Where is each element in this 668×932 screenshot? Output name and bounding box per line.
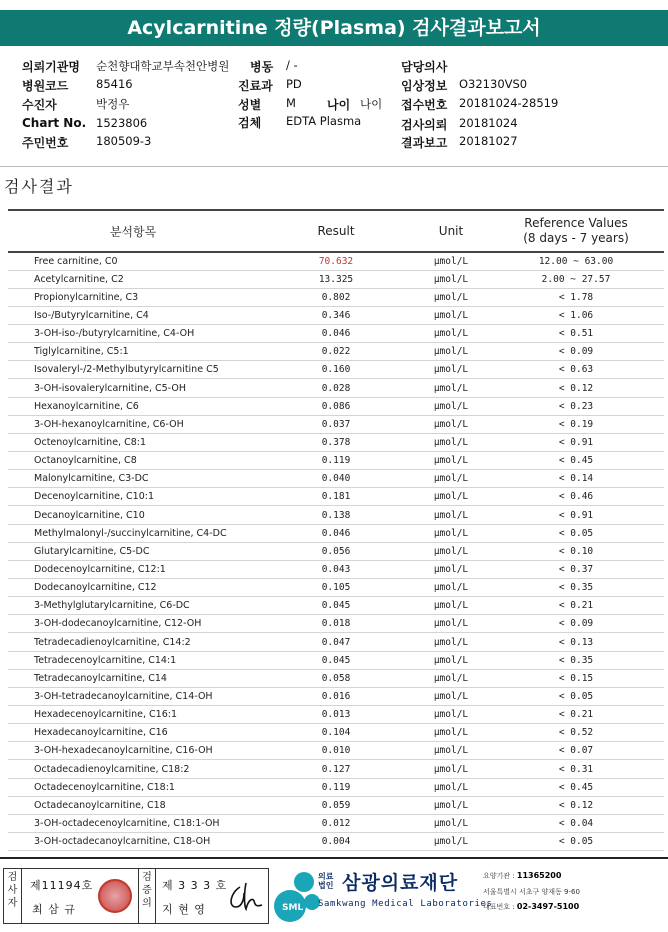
id-number-value: 180509-3 xyxy=(96,134,152,148)
table-row xyxy=(8,270,664,288)
reference-value: < 0.09 xyxy=(488,343,664,361)
analyte-name: Iso-/Butyrylcarnitine, C4 xyxy=(8,306,258,324)
analyte-name: Hexanoylcarnitine, C6 xyxy=(8,397,258,415)
patient-info-block xyxy=(0,56,668,162)
reference-value: < 0.10 xyxy=(488,542,664,560)
unit-value: μmol/L xyxy=(414,742,488,760)
table-header-row xyxy=(8,210,664,252)
inspector-license: 제11194호 xyxy=(30,879,94,892)
reference-value: < 0.51 xyxy=(488,325,664,343)
table-row xyxy=(8,760,664,778)
unit-value: μmol/L xyxy=(414,506,488,524)
table-row xyxy=(8,724,664,742)
result-value: 0.010 xyxy=(258,742,414,760)
analyte-name: Dodecenoylcarnitine, C12:1 xyxy=(8,560,258,578)
analyte-name: Malonylcarnitine, C3-DC xyxy=(8,470,258,488)
reference-value: < 0.91 xyxy=(488,506,664,524)
header-reference xyxy=(488,210,664,252)
chart-no-value: 1523806 xyxy=(96,116,148,130)
reference-value: < 0.46 xyxy=(488,488,664,506)
reference-value: < 0.21 xyxy=(488,597,664,615)
reference-value: < 0.63 xyxy=(488,361,664,379)
table-row xyxy=(8,669,664,687)
result-value: 0.119 xyxy=(258,452,414,470)
unit-value: μmol/L xyxy=(414,433,488,451)
result-value: 0.046 xyxy=(258,524,414,542)
table-row xyxy=(8,742,664,760)
result-value: 0.346 xyxy=(258,306,414,324)
id-number-label: 주민번호 xyxy=(22,136,69,150)
contact-phone-label: 대표번호 : xyxy=(483,903,515,911)
table-row xyxy=(8,542,664,560)
results-table xyxy=(8,209,664,851)
chart-no-label: Chart No. xyxy=(22,116,87,130)
result-value: 0.378 xyxy=(258,433,414,451)
reviewer-label: 검증의 xyxy=(138,869,156,923)
analyte-name: Glutarylcarnitine, C5-DC xyxy=(8,542,258,560)
result-value: 0.086 xyxy=(258,397,414,415)
org-type: 의료법인 xyxy=(318,872,334,890)
analyte-name: Octenoylcarnitine, C8:1 xyxy=(8,433,258,451)
clinical-info-label: 임상정보 xyxy=(401,79,448,93)
table-row xyxy=(8,415,664,433)
header-unit: Unit xyxy=(414,210,488,252)
result-value: 0.181 xyxy=(258,488,414,506)
analyte-name: 3-Methylglutarylcarnitine, C6-DC xyxy=(8,597,258,615)
reviewer-name: 지 현 영 xyxy=(162,903,206,916)
contact-address: 서울특별시 서초구 양재동 9-60 xyxy=(483,888,580,896)
result-value: 0.012 xyxy=(258,814,414,832)
reference-value: < 0.04 xyxy=(488,814,664,832)
analyte-name: Dodecanoylcarnitine, C12 xyxy=(8,579,258,597)
request-date-label: 검사의뢰 xyxy=(401,118,448,132)
reference-value: 2.00 ~ 27.57 xyxy=(488,270,664,288)
analyte-name: 3-OH-dodecanoylcarnitine, C12-OH xyxy=(8,615,258,633)
reference-value: < 0.91 xyxy=(488,433,664,451)
footer-divider xyxy=(0,857,668,859)
unit-value: μmol/L xyxy=(414,560,488,578)
table-row xyxy=(8,252,664,270)
unit-value: μmol/L xyxy=(414,470,488,488)
specimen-label: 검체 xyxy=(238,116,262,130)
unit-value: μmol/L xyxy=(414,597,488,615)
table-row xyxy=(8,343,664,361)
reference-value: < 0.21 xyxy=(488,706,664,724)
analyte-name: Methylmalonyl-/succinylcarnitine, C4-DC xyxy=(8,524,258,542)
unit-value: μmol/L xyxy=(414,488,488,506)
result-value: 0.105 xyxy=(258,579,414,597)
reference-value: < 0.35 xyxy=(488,651,664,669)
reference-value: < 0.31 xyxy=(488,760,664,778)
department-label: 진료과 xyxy=(238,79,273,93)
reference-value: < 0.13 xyxy=(488,633,664,651)
contact-phone-value: 02-3497-5100 xyxy=(516,902,580,911)
reference-value: < 0.05 xyxy=(488,687,664,705)
department-value: PD xyxy=(286,77,302,91)
unit-value: μmol/L xyxy=(414,252,488,270)
analyte-name: Decanoylcarnitine, C10 xyxy=(8,506,258,524)
result-value: 0.058 xyxy=(258,669,414,687)
age-label: 나이 xyxy=(327,98,351,112)
unit-value: μmol/L xyxy=(414,651,488,669)
results-body xyxy=(8,252,664,851)
info-divider xyxy=(0,166,668,167)
inspector-seal-icon xyxy=(98,879,132,913)
analyte-name: Acetylcarnitine, C2 xyxy=(8,270,258,288)
unit-value: μmol/L xyxy=(414,778,488,796)
analyte-name: 3-OH-octadecanoylcarnitine, C18-OH xyxy=(8,833,258,851)
result-value: 0.138 xyxy=(258,506,414,524)
analyte-name: 3-OH-iso-/butyrylcarnitine, C4-OH xyxy=(8,325,258,343)
analyte-name: Octanoylcarnitine, C8 xyxy=(8,452,258,470)
analyte-name: 3-OH-tetradecanoylcarnitine, C14-OH xyxy=(8,687,258,705)
unit-value: μmol/L xyxy=(414,306,488,324)
table-row xyxy=(8,379,664,397)
contact-code xyxy=(483,871,561,881)
unit-value: μmol/L xyxy=(414,524,488,542)
result-value: 0.045 xyxy=(258,597,414,615)
analyte-name: Octadecadienoylcarnitine, C18:2 xyxy=(8,760,258,778)
table-row xyxy=(8,560,664,578)
table-row xyxy=(8,615,664,633)
table-row xyxy=(8,706,664,724)
reference-value: 12.00 ~ 63.00 xyxy=(488,252,664,270)
unit-value: μmol/L xyxy=(414,270,488,288)
result-value: 0.119 xyxy=(258,778,414,796)
signature-box xyxy=(3,868,269,924)
analyte-name: Decenoylcarnitine, C10:1 xyxy=(8,488,258,506)
reference-value: < 0.14 xyxy=(488,470,664,488)
report-title: Acylcarnitine 정량(Plasma) 검사결과보고서 xyxy=(0,10,668,46)
table-row xyxy=(8,524,664,542)
unit-value: μmol/L xyxy=(414,397,488,415)
institution-value: 순천향대학교부속천안병원 xyxy=(96,59,230,73)
logo-text: SML xyxy=(282,903,304,913)
unit-value: μmol/L xyxy=(414,760,488,778)
hospital-code-label: 병원코드 xyxy=(22,79,69,93)
table-row xyxy=(8,778,664,796)
analyte-name: Octadecenoylcarnitine, C18:1 xyxy=(8,778,258,796)
receipt-label: 접수번호 xyxy=(401,98,448,112)
table-row xyxy=(8,325,664,343)
unit-value: μmol/L xyxy=(414,343,488,361)
table-row xyxy=(8,579,664,597)
reviewer-license: 제 3 3 3 호 xyxy=(162,879,228,892)
header-item: 분석항목 xyxy=(8,210,258,252)
result-value: 0.802 xyxy=(258,288,414,306)
result-value: 70.632 xyxy=(258,252,414,270)
unit-value: μmol/L xyxy=(414,361,488,379)
unit-value: μmol/L xyxy=(414,415,488,433)
reference-value: < 0.45 xyxy=(488,452,664,470)
analyte-name: Free carnitine, C0 xyxy=(8,252,258,270)
result-value: 0.004 xyxy=(258,833,414,851)
analyte-name: Propionylcarnitine, C3 xyxy=(8,288,258,306)
hospital-code-value: 85416 xyxy=(96,77,133,91)
doctor-label: 담당의사 xyxy=(401,60,448,74)
reference-value: < 0.15 xyxy=(488,669,664,687)
unit-value: μmol/L xyxy=(414,379,488,397)
result-value: 0.040 xyxy=(258,470,414,488)
result-value: 0.127 xyxy=(258,760,414,778)
result-value: 0.028 xyxy=(258,379,414,397)
result-value: 0.018 xyxy=(258,615,414,633)
inspector-name: 최 삼 규 xyxy=(32,903,76,916)
reference-value: < 0.05 xyxy=(488,524,664,542)
analyte-name: Hexadecenoylcarnitine, C16:1 xyxy=(8,706,258,724)
unit-value: μmol/L xyxy=(414,633,488,651)
header-reference-line1: Reference Values xyxy=(524,216,628,230)
unit-value: μmol/L xyxy=(414,796,488,814)
result-value: 0.043 xyxy=(258,560,414,578)
table-row xyxy=(8,488,664,506)
analyte-name: 3-OH-hexanoylcarnitine, C6-OH xyxy=(8,415,258,433)
unit-value: μmol/L xyxy=(414,288,488,306)
table-row xyxy=(8,288,664,306)
sex-value: M xyxy=(286,96,296,110)
reference-value: < 0.09 xyxy=(488,615,664,633)
result-value: 0.056 xyxy=(258,542,414,560)
unit-value: μmol/L xyxy=(414,814,488,832)
header-reference-line2: (8 days - 7 years) xyxy=(523,231,629,245)
result-value: 0.047 xyxy=(258,633,414,651)
reference-value: < 1.78 xyxy=(488,288,664,306)
table-row xyxy=(8,470,664,488)
table-row xyxy=(8,814,664,832)
reference-value: < 0.19 xyxy=(488,415,664,433)
sex-label: 성별 xyxy=(238,98,262,112)
table-row xyxy=(8,651,664,669)
table-row xyxy=(8,597,664,615)
reference-value: < 0.12 xyxy=(488,379,664,397)
result-value: 13.325 xyxy=(258,270,414,288)
table-row xyxy=(8,506,664,524)
reference-value: < 0.12 xyxy=(488,796,664,814)
table-row xyxy=(8,452,664,470)
request-date-value: 20181024 xyxy=(459,116,518,130)
result-value: 0.022 xyxy=(258,343,414,361)
unit-value: μmol/L xyxy=(414,669,488,687)
result-value: 0.160 xyxy=(258,361,414,379)
clinical-info-value: O32130VS0 xyxy=(459,77,528,91)
result-value: 0.104 xyxy=(258,724,414,742)
reference-value: < 0.52 xyxy=(488,724,664,742)
analyte-name: 3-OH-octadecenoylcarnitine, C18:1-OH xyxy=(8,814,258,832)
reference-value: < 0.45 xyxy=(488,778,664,796)
result-value: 0.037 xyxy=(258,415,414,433)
reference-value: < 0.35 xyxy=(488,579,664,597)
specimen-value: EDTA Plasma xyxy=(286,114,362,128)
contact-code-label: 요양기관 : xyxy=(483,872,515,880)
analyte-name: Hexadecanoylcarnitine, C16 xyxy=(8,724,258,742)
analyte-name: Octadecanoylcarnitine, C18 xyxy=(8,796,258,814)
result-value: 0.045 xyxy=(258,651,414,669)
org-name: 삼광의료재단 xyxy=(342,872,459,894)
contact-phone xyxy=(483,902,579,912)
org-english-name: Samkwang Medical Laboratories xyxy=(318,899,493,909)
result-value: 0.016 xyxy=(258,687,414,705)
reference-value: < 1.06 xyxy=(488,306,664,324)
table-row xyxy=(8,397,664,415)
age-value: 나이 xyxy=(360,97,383,111)
analyte-name: 3-OH-hexadecanoylcarnitine, C16-OH xyxy=(8,742,258,760)
result-value: 0.046 xyxy=(258,325,414,343)
unit-value: μmol/L xyxy=(414,706,488,724)
header-result: Result xyxy=(258,210,414,252)
ward-label: 병동 xyxy=(250,60,274,74)
unit-value: μmol/L xyxy=(414,325,488,343)
reviewer-signature-icon xyxy=(226,879,266,915)
table-row xyxy=(8,433,664,451)
analyte-name: Tetradecanoylcarnitine, C14 xyxy=(8,669,258,687)
inspector-label: 검사자 xyxy=(4,869,22,923)
reference-value: < 0.07 xyxy=(488,742,664,760)
result-value: 0.059 xyxy=(258,796,414,814)
table-row xyxy=(8,796,664,814)
table-row xyxy=(8,633,664,651)
analyte-name: Tetradecenoylcarnitine, C14:1 xyxy=(8,651,258,669)
patient-label: 수진자 xyxy=(22,98,57,112)
report-date-value: 20181027 xyxy=(459,134,518,148)
unit-value: μmol/L xyxy=(414,542,488,560)
table-row xyxy=(8,306,664,324)
unit-value: μmol/L xyxy=(414,833,488,851)
ward-value: / - xyxy=(286,58,298,72)
table-row xyxy=(8,361,664,379)
receipt-value: 20181024-28519 xyxy=(459,96,559,110)
unit-value: μmol/L xyxy=(414,615,488,633)
institution-label: 의뢰기관명 xyxy=(22,60,80,74)
patient-value: 박정우 xyxy=(96,97,130,111)
unit-value: μmol/L xyxy=(414,724,488,742)
reference-value: < 0.37 xyxy=(488,560,664,578)
reference-value: < 0.23 xyxy=(488,397,664,415)
report-date-label: 결과보고 xyxy=(401,136,448,150)
analyte-name: Tiglylcarnitine, C5:1 xyxy=(8,343,258,361)
contact-code-value: 11365200 xyxy=(516,871,562,880)
unit-value: μmol/L xyxy=(414,579,488,597)
unit-value: μmol/L xyxy=(414,452,488,470)
analyte-name: Isovaleryl-/2-Methylbutyrylcarnitine C5 xyxy=(8,361,258,379)
unit-value: μmol/L xyxy=(414,687,488,705)
table-row xyxy=(8,687,664,705)
analyte-name: Tetradecadienoylcarnitine, C14:2 xyxy=(8,633,258,651)
reference-value: < 0.05 xyxy=(488,833,664,851)
table-row xyxy=(8,833,664,851)
section-title: 검사결과 xyxy=(4,177,74,196)
result-value: 0.013 xyxy=(258,706,414,724)
analyte-name: 3-OH-isovalerylcarnitine, C5-OH xyxy=(8,379,258,397)
